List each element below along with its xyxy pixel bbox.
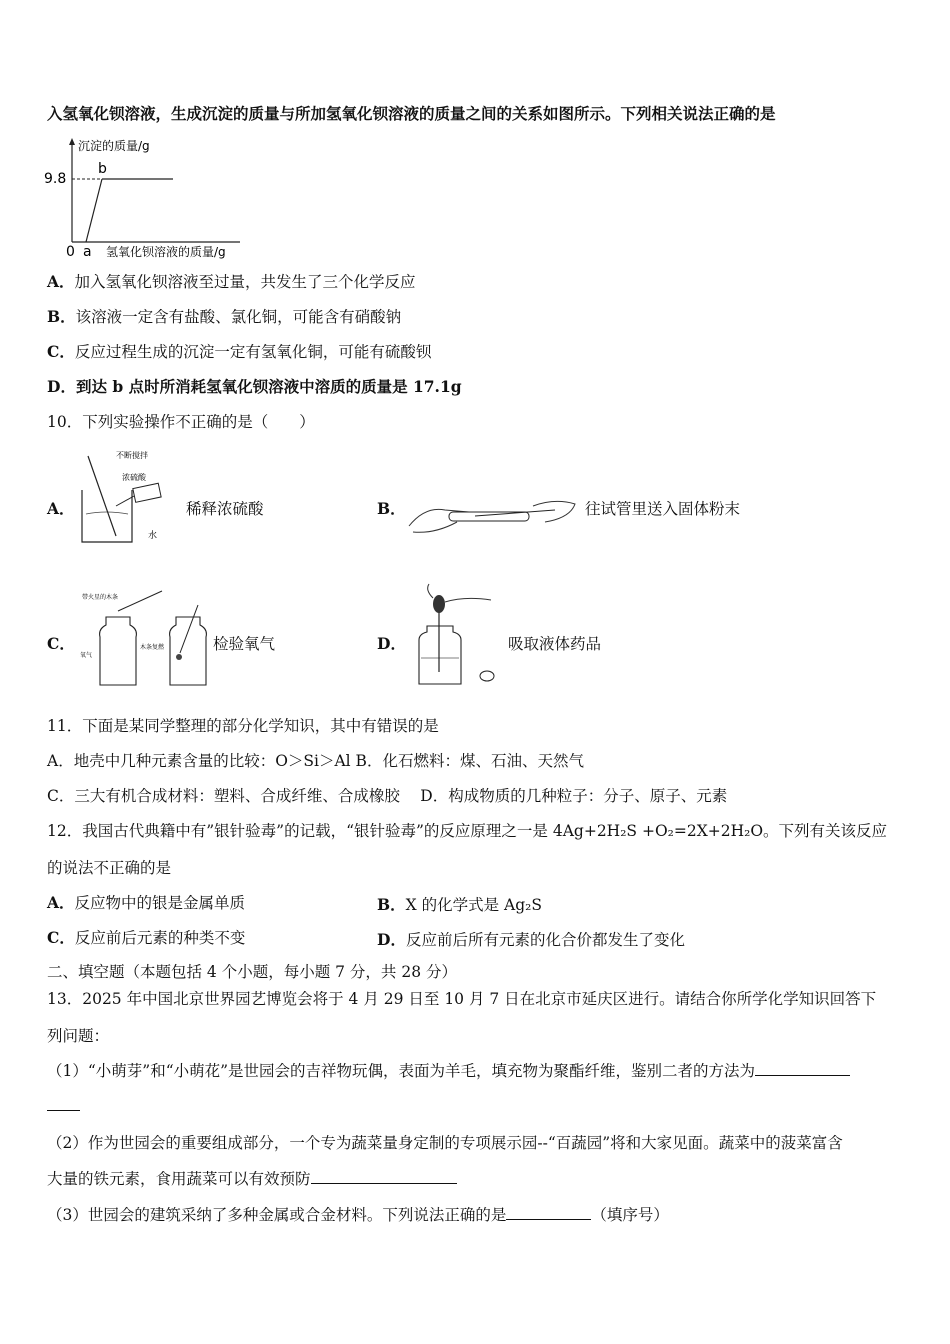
fig-label-water: 水 — [148, 531, 158, 541]
q10-option-a-letter: A． — [47, 499, 75, 518]
gas-bottle-right — [170, 617, 207, 685]
q12-option-b: B．X 的化学式是 Ag₂S — [377, 895, 542, 914]
graph-origin: 0 — [66, 244, 75, 260]
q10-option-c-letter: C． — [47, 634, 75, 653]
q9-option-c: C．反应过程生成的沉淀一定有氢氧化铜，可能有硫酸钡 — [47, 342, 432, 361]
fig-label-splint: 带火星的木条 — [82, 594, 119, 601]
glowing-tip — [176, 654, 182, 660]
gas-bottle-left — [100, 617, 137, 685]
reagent-bottle — [419, 626, 461, 684]
graph-rising-line — [86, 179, 102, 242]
q11-line2: C．三大有机合成材料：塑料、合成纤维、合成橡胶 D．构成物质的几种粒子：分子、原子、元素 — [47, 787, 728, 805]
graph-point-a: a — [83, 244, 92, 260]
hand-thumb — [428, 584, 433, 598]
section-heading: 二、填空题（本题包括 4 个小题，每小题 7 分，共 28 分） — [47, 963, 458, 981]
right-hand — [533, 501, 575, 522]
q12-option-c: C．反应前后元素的种类不变 — [47, 928, 246, 947]
q13-part1: （1）“小萌芽”和“小萌花”是世园会的吉祥物玩偶，表面为羊毛，填充物为聚酯纤维，鉴别二者的方法为 — [47, 1061, 850, 1081]
q12-option-a: A．反应物中的银是金属单质 — [47, 893, 246, 912]
answer-blank-1[interactable] — [755, 1061, 850, 1076]
test-oxygen-figure — [78, 585, 213, 690]
q10-option-b-text: 往试管里送入固体粉末 — [585, 500, 741, 518]
beaker-water — [86, 512, 128, 514]
q10-option-d-letter: D． — [377, 634, 406, 653]
fig-label-acid: 浓硫酸 — [122, 473, 146, 482]
precipitate-graph — [40, 132, 250, 262]
q10-option-d-text: 吸取液体药品 — [508, 635, 602, 653]
answer-blank-1-continued[interactable] — [47, 1110, 80, 1111]
answer-blank-2[interactable] — [311, 1169, 457, 1184]
bottle-stopper — [480, 671, 494, 681]
acid-bottle — [133, 483, 161, 502]
q11-line1: A．地壳中几种元素含量的比较：O＞Si＞Al B．化石燃料：煤、石油、天然气 — [47, 752, 584, 770]
q9-option-a: A．加入氢氧化钡溶液至过量，共发生了三个化学反应 — [47, 272, 416, 291]
q13-stem-line2: 列问题： — [47, 1027, 110, 1045]
dropper-figure — [405, 582, 505, 692]
q13-part3: （3）世园会的建筑采纳了多种金属或合金材料。下列说法正确的是 （填序号） — [47, 1206, 669, 1224]
powder-tube-figure — [405, 488, 580, 543]
q11-stem: 11．下面是某同学整理的部分化学知识，其中有错误的是 — [47, 717, 439, 735]
q10-option-b-letter: B． — [377, 499, 406, 518]
graph-y-label: 沉淀的质量/g — [78, 139, 150, 153]
paper-trough — [475, 510, 555, 516]
wood-splint-right — [180, 605, 198, 653]
wood-splint-left — [118, 591, 162, 611]
q13-part2-line1: （2）作为世园会的重要组成部分，一个专为蔬菜量身定制的专项展示园--“百蔬园”将和大家见面。蔬菜中的菠菜富含 — [47, 1134, 843, 1152]
left-hand-lower — [413, 522, 457, 532]
q10-stem: 10．下列实验操作不正确的是（ ） — [47, 413, 315, 431]
graph-y-tick: 9.8 — [44, 171, 67, 187]
dilute-acid-figure — [76, 448, 186, 548]
graph-x-label: 氢氧化钡溶液的质量/g — [106, 245, 226, 259]
q10-option-c-text: 检验氧气 — [213, 635, 276, 653]
hand-finger — [445, 598, 491, 602]
glass-rod — [88, 456, 116, 536]
q10-option-a-text: 稀释浓硫酸 — [186, 500, 264, 518]
fig-label-relight: 木条复燃 — [140, 644, 165, 651]
q9-option-b: B．该溶液一定含有盐酸、氯化铜，可能含有硝酸钠 — [47, 307, 402, 326]
beaker — [82, 490, 132, 542]
fig-label-stir: 不断搅拌 — [116, 451, 148, 460]
acid-stream — [116, 496, 134, 506]
q12-stem-line2: 的说法不正确的是 — [47, 859, 172, 877]
q9-option-d: D．到达 b 点时所消耗氢氧化钡溶液中溶质的质量是 17.1g — [47, 377, 462, 396]
answer-blank-3[interactable] — [506, 1205, 591, 1220]
q9-stem: 入氢氧化钡溶液，生成沉淀的质量与所加氢氧化钡溶液的质量之间的关系如图所示。下列相关说法正确的是 — [47, 104, 776, 123]
q13-part2-line2: 大量的铁元素，食用蔬菜可以有效预防 — [47, 1169, 457, 1189]
graph-point-b: b — [98, 161, 107, 177]
q13-stem-line1: 13．2025 年中国北京世界园艺博览会将于 4 月 29 日至 10 月 7 日在北京市延庆区进行。请结合你所学化学知识回答下 — [47, 990, 877, 1008]
fig-label-oxygen: 氧气 — [80, 652, 93, 659]
dropper-bulb — [433, 595, 445, 613]
q12-option-d: D．反应前后所有元素的化合价都发生了变化 — [377, 930, 685, 949]
q12-stem-line1: 12．我国古代典籍中有”银针验毒”的记载，“银针验毒”的反应原理之一是 4Ag+2H₂S +O₂=2X+2H₂O。下列有关该反应 — [47, 822, 888, 840]
y-axis-arrow — [69, 138, 75, 145]
